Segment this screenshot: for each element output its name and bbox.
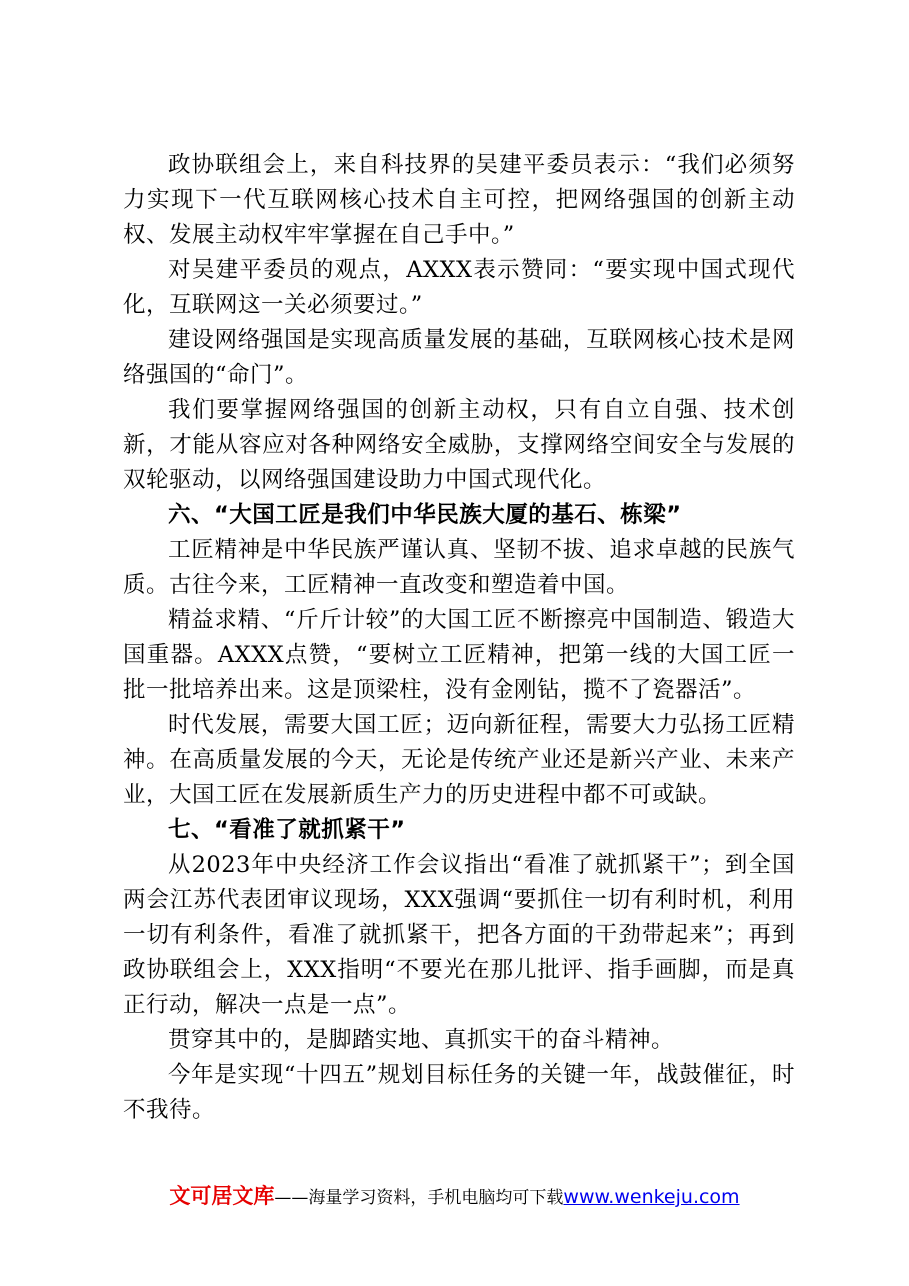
paragraph: 我们要掌握网络强国的创新主动权，只有自立自强、技术创新，才能从容应对各种网络安全威胁，支撑网络空间安全与发展的双轮驱动，以网络强国建设助力中国式现代化。 (123, 397, 795, 493)
footer-banner (0, 1180, 909, 1210)
paragraph: 时代发展，需要大国工匠；迈向新征程，需要大力弘扬工匠精神。在高质量发展的今天，无论是传统产业还是新兴产业、未来产业，大国工匠在发展新质生产力的历史进程中都不可或缺。 (123, 712, 795, 808)
footer-brand: 文可居文库 (169, 1184, 275, 1208)
paragraph: 对吴建平委员的观点，AXXX表示赞同：“要实现中国式现代化，互联网这一关必须要过。” (123, 257, 795, 318)
document-body (123, 148, 795, 1128)
section-heading: 六、“大国工匠是我们中华民族大厦的基石、栋梁” (168, 502, 682, 528)
paragraph: 政协联组会上，来自科技界的吴建平委员表示：“我们必须努力实现下一代互联网核心技术自主可控，把网络强国的创新主动权、发展主动权牢牢掌握在自己手中。” (123, 152, 795, 248)
paragraph: 精益求精、“斤斤计较”的大国工匠不断擦亮中国制造、锻造大国重器。AXXX点赞，“要树立工匠精神，把第一线的大国工匠一批一批培养出来。这是顶梁柱，没有金刚钻，揽不了瓷器活”。 (123, 607, 795, 703)
paragraph: 从2023年中央经济工作会议指出“看准了就抓紧干”；到全国两会江苏代表团审议现场，XXX强调“要抓住一切有利时机，利用一切有利条件，看准了就抓紧干，把各方面的干劲带起来”；再到政协联组会上，XXX指明“不要光在那儿批评、指手画脚，而是真正行动，解决一点是一点”。 (123, 852, 795, 1018)
paragraph: 贯穿其中的，是脚踏实地、真抓实干的奋斗精神。 (168, 1027, 675, 1053)
footer-slogan: ——海量学习资料，手机电脑均可下载 (274, 1188, 564, 1208)
paragraph: 建设网络强国是实现高质量发展的基础，互联网核心技术是网络强国的“命门”。 (123, 327, 795, 388)
paragraph: 今年是实现“十四五”规划目标任务的关键一年，战鼓催征，时不我待。 (123, 1062, 795, 1123)
section-heading: 七、“看准了就抓紧干” (168, 817, 406, 843)
paragraph: 工匠精神是中华民族严谨认真、坚韧不拔、追求卓越的民族气质。古往今来，工匠精神一直改变和塑造着中国。 (123, 537, 795, 598)
footer-site-link[interactable]: www.wenkeju.com (563, 1186, 740, 1208)
